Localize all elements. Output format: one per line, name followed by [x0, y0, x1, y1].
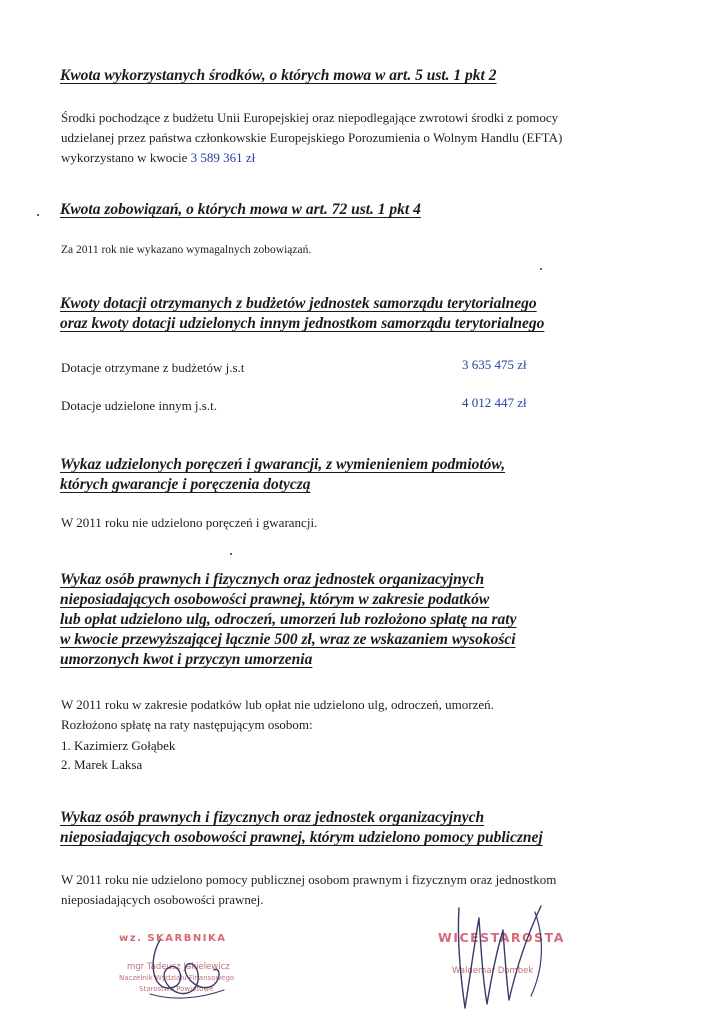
heading-line: w kwocie przewyższającej łącznie 500 zł, wraz ze wskazaniem wysokości — [60, 631, 516, 648]
body-line: Rozłożono spłatę na raty następującym osobom: — [61, 717, 313, 732]
stamp-title: WICESTAROSTA — [438, 930, 565, 945]
grants-given-label: Dotacje udzielone innym j.s.t. — [61, 398, 217, 413]
installment-persons-list — [61, 736, 175, 774]
body-line: W 2011 roku w zakresie podatków lub opłat nie udzielono ulg, odroczeń, umorzeń. — [61, 697, 494, 712]
grants-received-label: Dotacje otrzymane z budżetów j.s.t — [61, 360, 245, 375]
heading-line: oraz kwoty dotacji udzielonych innym jednostkom samorządu terytorialnego — [60, 315, 545, 332]
section-1-heading — [60, 66, 497, 86]
section-1-body — [61, 108, 562, 168]
section-2-body — [61, 240, 311, 260]
vice-starost-signature — [445, 900, 555, 1015]
body-line — [61, 148, 562, 168]
heading-line: Kwota wykorzystanych środków, o których mowa w art. 5 ust. 1 pkt 2 — [60, 67, 497, 84]
stamp-name: Waldemar Dombek — [452, 966, 534, 976]
stamp-name: mgr Tadeusz Jakielewicz — [127, 962, 230, 972]
treasurer-signature — [140, 930, 230, 1010]
amount-prefix: wykorzystano w kwocie — [61, 150, 188, 165]
body-line: udzielanej przez państwa członkowskie Europejskiego Porozumienia o Wolnym Handlu (EFTA) — [61, 130, 563, 145]
body-line: nieposiadających osobowości prawnej. — [61, 892, 264, 907]
section-4-heading — [60, 455, 505, 495]
stamp-line: Naczelnik Wydziału Finansowego — [119, 974, 235, 982]
section-5-body — [61, 695, 494, 735]
section-3-heading — [60, 294, 544, 334]
stamp-title: wz. SKARBNIKA — [119, 933, 227, 944]
heading-line: lub opłat udzielono ulg, odroczeń, umorzeń lub rozłożono spłatę na raty — [60, 611, 517, 628]
section-4-body — [61, 513, 317, 533]
body-line: Za 2011 rok nie wykazano wymagalnych zobowiązań. — [61, 244, 312, 256]
amount-value: 3 589 361 zł — [190, 150, 256, 165]
heading-line: nieposiadających osobowości prawnej, którym udzielono pomocy publicznej — [60, 829, 543, 846]
heading-line: Kwota zobowiązań, o których mowa w art. 72 ust. 1 pkt 4 — [60, 201, 421, 218]
grants-received-value: 3 635 475 zł — [462, 357, 527, 372]
body-line: W 2011 roku nie udzielono poręczeń i gwarancji. — [61, 515, 318, 530]
heading-line: umorzonych kwot i przyczyn umorzenia — [60, 651, 313, 668]
section-6-heading — [60, 808, 543, 848]
stamp-line: Starostwo Powiatowe — [139, 985, 214, 993]
scan-speck — [540, 268, 542, 270]
heading-line: Wykaz udzielonych poręczeń i gwarancji, z wymienieniem podmiotów, — [60, 456, 506, 473]
heading-line: których gwarancje i poręczenia dotyczą — [60, 476, 311, 493]
list-item: 1. Kazimierz Gołąbek — [61, 738, 176, 753]
scan-speck — [230, 553, 232, 555]
heading-line: nieposiadających osobowości prawnej, którym w zakresie podatków — [60, 591, 490, 608]
heading-line: Wykaz osób prawnych i fizycznych oraz jednostek organizacyjnych — [60, 809, 485, 826]
body-line: Środki pochodzące z budżetu Unii Europejskiej oraz niepodlegające zwrotowi środki z pomocy — [61, 110, 559, 125]
grants-given-value: 4 012 447 zł — [462, 395, 527, 410]
heading-line: Wykaz osób prawnych i fizycznych oraz jednostek organizacyjnych — [60, 571, 485, 588]
heading-line: Kwoty dotacji otrzymanych z budżetów jednostek samorządu terytorialnego — [60, 295, 537, 312]
section-5-heading — [60, 570, 516, 670]
section-2-heading — [60, 200, 421, 220]
list-item: 2. Marek Laksa — [61, 757, 143, 772]
scan-speck — [37, 214, 39, 216]
body-line: W 2011 roku nie udzielono pomocy publicznej osobom prawnym i fizycznym oraz jednostkom — [61, 872, 557, 887]
